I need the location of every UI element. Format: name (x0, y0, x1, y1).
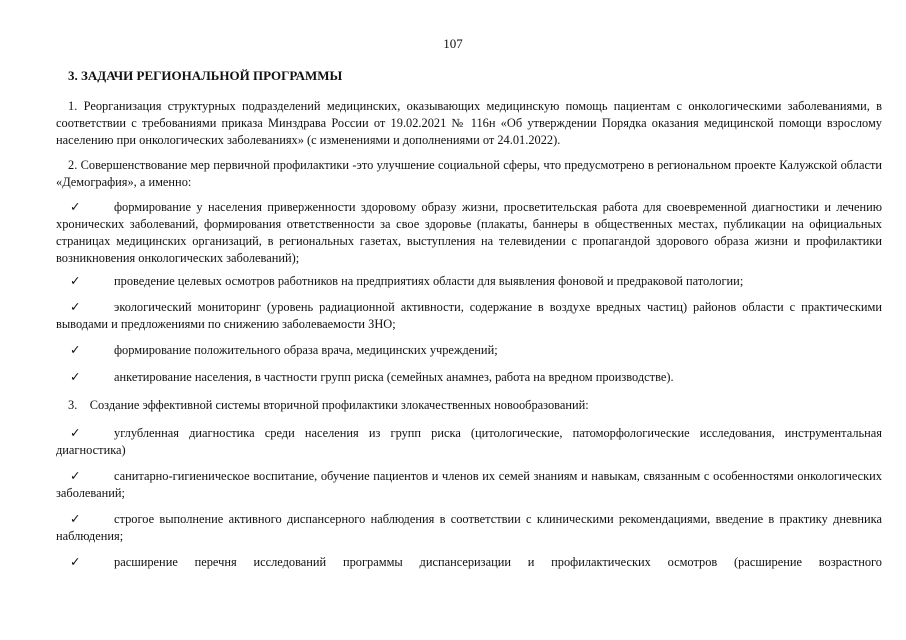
checkmark-icon: ✓ (70, 512, 81, 526)
list-item-text: экологический мониторинг (уровень радиационной активности, содержание в воздухе вредных частиц) районов области с практическими выводами и предложениями по снижению заболеваемости ЗНО; (56, 300, 882, 331)
checkmark-icon: ✓ (70, 300, 81, 314)
paragraph-number: 3. (68, 398, 78, 412)
list-item (56, 273, 882, 290)
paragraph-3 (56, 397, 882, 414)
list-item (56, 369, 882, 386)
list-item-text: формирование положительного образа врача, медицинских учреждений; (114, 343, 498, 357)
list-item (56, 425, 882, 459)
list-item-text: углубленная диагностика среди населения из групп риска (цитологические, патоморфологические исследования, инструментальная диагностика) (56, 426, 882, 457)
paragraph-text: Совершенствование мер первичной профилактики -это улучшение социальной сферы, что предусмотрено в региональном проекте Калужской области «Демография», а именно: (56, 158, 882, 189)
list-item (56, 342, 882, 359)
checkmark-icon: ✓ (70, 426, 81, 440)
paragraph-text: Создание эффективной системы вторичной профилактики злокачественных новообразований: (89, 398, 589, 412)
checkmark-icon: ✓ (70, 555, 81, 569)
paragraph-number: 1. (68, 99, 78, 113)
paragraph-2 (56, 157, 882, 191)
paragraph-1 (56, 98, 882, 149)
checkmark-icon: ✓ (70, 200, 81, 214)
list-item-text: формирование у населения приверженности здоровому образу жизни, просветительская работа для своевременной диагностики и лечению хронических заболеваний, формирования ответственности за свое здоровье (плакаты, баннеры в общественных местах, публикации на официальных страницах медицинских организаций, в региональных газетах, выступления на телевидении с пропагандой здорового образа жизни и профилактики возникновения онкологических заболеваний); (56, 200, 882, 265)
list-item-text: расширение перечня исследований программы диспансеризации и профилактических осмотров (расширение возрастного (114, 555, 882, 569)
paragraph-number: 2. (68, 158, 78, 172)
list-item-text: анкетирование населения, в частности групп риска (семейных анамнез, работа на вредном производстве). (114, 370, 674, 384)
checkmark-icon: ✓ (70, 469, 81, 483)
list-item (56, 199, 882, 267)
checkmark-icon: ✓ (70, 370, 81, 384)
section-heading: 3. ЗАДАЧИ РЕГИОНАЛЬНОЙ ПРОГРАММЫ (68, 68, 343, 83)
checkmark-icon: ✓ (70, 343, 81, 357)
list-item-text: проведение целевых осмотров работников на предприятиях области для выявления фоновой и предраковой патологии; (114, 274, 744, 288)
list-item (56, 468, 882, 502)
list-item (56, 299, 882, 333)
list-item (56, 511, 882, 545)
checkmark-icon: ✓ (70, 274, 81, 288)
list-item-text: строгое выполнение активного диспансерного наблюдения в соответствии с клиническими рекомендациями, введение в практику дневника наблюдения; (56, 512, 882, 543)
page-number: 107 (443, 36, 463, 51)
list-item (56, 554, 882, 571)
paragraph-text: Реорганизация структурных подразделений медицинских, оказывающих медицинскую помощь пациентам с онкологическими заболеваниями, в соответствии с требованиями приказа Минздрава России от 19.02.2021 № 116н «Об утверждении Порядка оказания медицинской помощи взрослому населению при онкологических заболеваниях» (с изменениями и дополнениями от 24.01.2022). (56, 99, 882, 147)
list-item-text: санитарно-гигиеническое воспитание, обучение пациентов и членов их семей знаниям и навыкам, связанным с особенностями онкологических заболеваний; (56, 469, 882, 500)
